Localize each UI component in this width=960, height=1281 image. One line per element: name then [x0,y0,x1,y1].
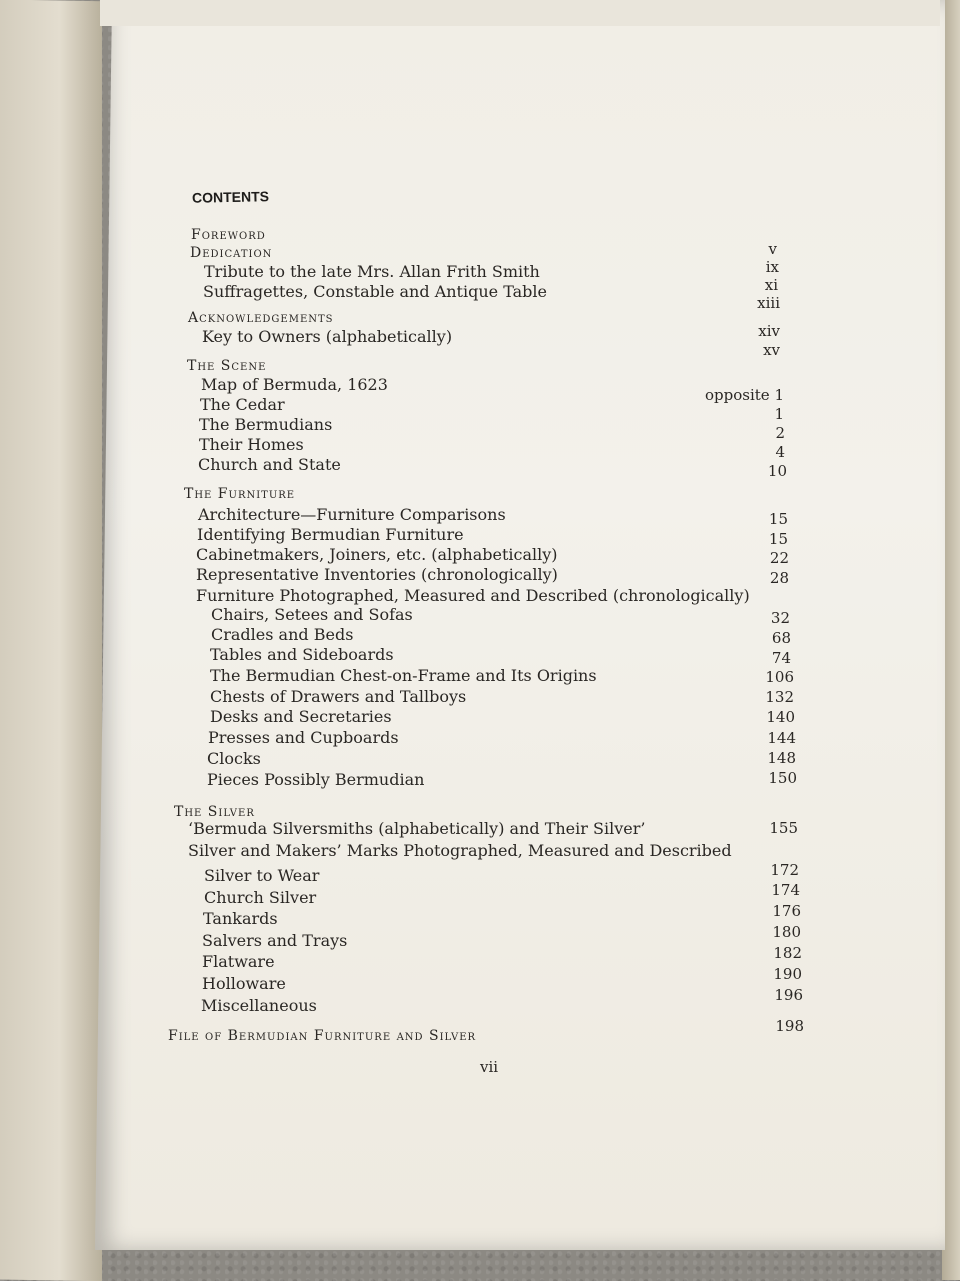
page-num-182: 182 [773,944,802,962]
page-num-2: 2 [775,424,785,442]
page-num-155: 155 [769,819,798,837]
toc-possibly: Pieces Possibly Bermudian [207,770,425,789]
toc-flatware: Flatware [202,952,275,971]
page-num-68: 68 [771,629,791,647]
page-num-xi: xi [764,276,778,294]
toc-architecture: Architecture—Furniture Comparisons [198,505,506,524]
toc-silversmiths: ‘Bermuda Silversmiths (alphabetically) and Their Silver’ [188,819,646,838]
page-num-176: 176 [772,902,801,920]
toc-key-to-owners: Key to Owners (alphabetically) [202,327,453,346]
toc-clocks: Clocks [207,749,261,768]
toc-misc: Miscellaneous [201,996,317,1015]
page-num-198: 198 [775,1017,804,1035]
page-num-150: 150 [768,769,797,787]
page-num-106: 106 [765,668,794,686]
toc-tribute: Tribute to the late Mrs. Allan Frith Smith [204,262,540,281]
page-num-v: v [768,240,777,258]
page-top-margin [100,0,940,26]
toc-chests: Chests of Drawers and Tallboys [210,687,467,706]
toc-acknowledgements: Acknowledgements [188,310,334,326]
page-num-opposite-1: opposite 1 [705,386,784,404]
toc-silver-wear: Silver to Wear [204,866,320,885]
toc-tankards: Tankards [203,909,278,928]
toc-chest-on-frame: The Bermudian Chest-on-Frame and Its Origins [210,666,597,685]
page-num-15a: 15 [768,510,788,528]
page-num-172: 172 [770,861,799,879]
toc-holloware: Holloware [202,974,286,993]
page-num-148: 148 [767,749,796,767]
toc-tables: Tables and Sideboards [210,645,394,664]
toc-dedication: Dedication [190,245,273,261]
toc-the-scene: The Scene [187,358,267,374]
toc-foreword: Foreword [191,227,266,243]
page-num-180: 180 [772,923,801,941]
page-num-144: 144 [767,729,796,747]
page-num-10: 10 [767,462,787,480]
page-folio: vii [480,1058,499,1076]
contents-heading: CONTENTS [191,188,270,206]
toc-map: Map of Bermuda, 1623 [201,375,388,394]
page-num-xv: xv [763,341,780,359]
page-num-22: 22 [769,549,789,567]
page-num-4: 4 [775,443,785,461]
page-num-190: 190 [773,965,802,983]
toc-cabinetmakers: Cabinetmakers, Joiners, etc. (alphabetically) [196,545,558,564]
toc-salvers: Salvers and Trays [202,931,348,950]
toc-the-silver: The Silver [174,804,255,820]
page-num-32: 32 [770,609,790,627]
toc-chairs: Chairs, Setees and Sofas [211,605,413,624]
page-num-xiii: xiii [757,294,780,312]
toc-church-silver: Church Silver [204,888,317,907]
toc-cedar: The Cedar [200,395,285,414]
page-num-174: 174 [771,881,800,899]
toc-presses: Presses and Cupboards [208,728,399,747]
page-num-ix: ix [765,258,779,276]
toc-identifying: Identifying Bermudian Furniture [197,525,464,544]
facing-page-edge [0,0,102,1281]
page-num-15b: 15 [768,530,788,548]
page-num-196: 196 [774,986,803,1004]
toc-furniture-photographed: Furniture Photographed, Measured and Described (chronologically) [196,586,750,605]
toc-suffragettes: Suffragettes, Constable and Antique Table [203,282,547,301]
toc-cradles: Cradles and Beds [211,625,354,644]
page-num-140: 140 [766,708,795,726]
page-num-28: 28 [769,569,789,587]
toc-the-furniture: The Furniture [184,486,296,502]
page-num-74: 74 [771,649,791,667]
toc-church-state: Church and State [198,455,341,474]
toc-file: File of Bermudian Furniture and Silver [168,1028,477,1044]
page-num-xiv: xiv [758,322,780,340]
toc-homes: Their Homes [199,435,304,454]
page-num-132: 132 [765,688,794,706]
toc-silver-marks: Silver and Makers’ Marks Photographed, Measured and Described [188,841,732,860]
toc-desks: Desks and Secretaries [210,707,392,726]
toc-bermudians: The Bermudians [199,415,333,434]
page-num-1: 1 [774,405,784,423]
toc-inventories: Representative Inventories (chronologically) [196,565,558,584]
